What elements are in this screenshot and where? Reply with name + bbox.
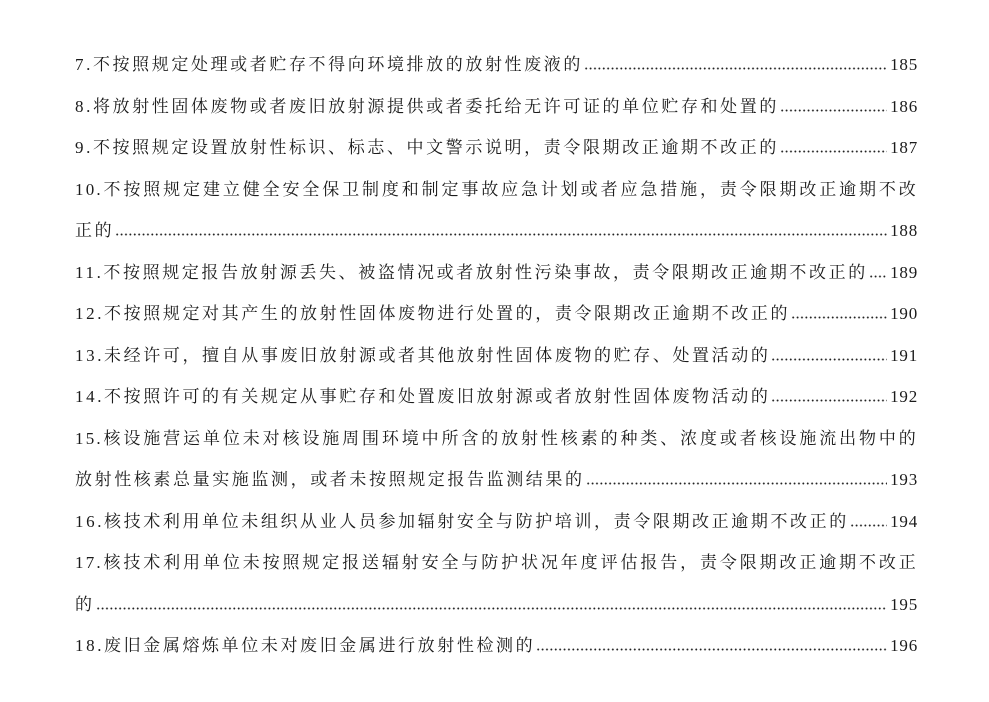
toc-entry-title: 18.废旧金属熔炼单位未对废旧金属进行放射性检测的 xyxy=(75,636,536,655)
toc-page-number: 186 xyxy=(890,96,918,116)
toc-entry-17 xyxy=(75,542,918,625)
dot-leader xyxy=(771,399,887,402)
toc-entry-title: 8.将放射性固体废物或者废旧放射源提供或者委托给无许可证的单位贮存和处置的 xyxy=(75,96,779,116)
toc-entry-title: 16.核技术利用单位未组织从业人员参加辐射安全与防护培训，责令限期改正逾期不改正的 xyxy=(75,511,849,531)
dot-leader xyxy=(771,358,887,361)
toc-entry-title: 14.不按照许可的有关规定从事贮存和处置废旧放射源或者放射性固体废物活动的 xyxy=(75,387,771,406)
toc-entry-title: 7.不按照规定处理或者贮存不得向环境排放的放射性废液的 xyxy=(75,55,583,74)
toc-entry-18 xyxy=(75,625,918,667)
toc-page-number: 193 xyxy=(890,470,918,489)
toc-entry-title: 11.不按照规定报告放射源丢失、被盗情况或者放射性污染事故，责令限期改正逾期不改正的 xyxy=(75,262,868,282)
toc-entry-title-line: 10.不按照规定建立健全安全保卫制度和制定事故应急计划或者应急措施，责令限期改正逾期不改 xyxy=(75,179,918,199)
toc-page-number: 196 xyxy=(890,636,918,655)
table-of-contents xyxy=(75,44,918,667)
toc-entry-12 xyxy=(75,293,918,335)
toc-page-number: 191 xyxy=(890,345,918,365)
toc-page-number: 190 xyxy=(890,304,918,323)
toc-entry-15 xyxy=(75,418,918,501)
dot-leader xyxy=(850,524,887,527)
dot-leader xyxy=(791,316,887,319)
toc-entry-title: 13.未经许可，擅自从事废旧放射源或者其他放射性固体废物的贮存、处置活动的 xyxy=(75,345,771,365)
toc-entry-13 xyxy=(75,335,918,377)
toc-page-number: 195 xyxy=(890,594,918,614)
toc-entry-16 xyxy=(75,501,918,543)
toc-entry-title: 12.不按照规定对其产生的放射性固体废物进行处置的，责令限期改正逾期不改正的 xyxy=(75,304,791,323)
toc-entry-continuation xyxy=(75,210,918,252)
toc-entry-title-line: 正的 xyxy=(75,221,115,240)
toc-entry-title-line: 15.核设施营运单位未对核设施周围环境中所含的放射性核素的种类、浓度或者核设施流出物中的 xyxy=(75,428,918,448)
dot-leader xyxy=(536,648,887,651)
toc-page-number: 188 xyxy=(890,221,918,240)
toc-entry-continuation xyxy=(75,459,918,501)
toc-page-number: 192 xyxy=(890,387,918,406)
dot-leader xyxy=(586,482,887,485)
dot-leader xyxy=(780,109,887,112)
toc-entry-11 xyxy=(75,252,918,294)
toc-page-number: 194 xyxy=(890,511,918,531)
toc-page-number: 189 xyxy=(890,262,918,282)
toc-entry-8 xyxy=(75,86,918,128)
toc-page-number: 187 xyxy=(890,138,918,157)
toc-entry-title: 9.不按照规定设置放射性标识、标志、中文警示说明，责令限期改正逾期不改正的 xyxy=(75,138,779,157)
toc-entry-9 xyxy=(75,127,918,169)
toc-page-number: 185 xyxy=(890,55,918,74)
toc-entry-10 xyxy=(75,169,918,252)
dot-leader xyxy=(780,150,887,153)
toc-entry-7 xyxy=(75,44,918,86)
toc-entry-title-line: 17.核技术利用单位未按照规定报送辐射安全与防护状况年度评估报告，责令限期改正逾期不改正 xyxy=(75,553,918,572)
toc-entry-title-line: 的 xyxy=(75,594,95,614)
toc-entry-title-line: 放射性核素总量实施监测，或者未按照规定报告监测结果的 xyxy=(75,470,585,489)
dot-leader xyxy=(96,607,887,610)
toc-entry-14 xyxy=(75,376,918,418)
toc-entry-continuation xyxy=(75,584,918,626)
dot-leader xyxy=(869,275,887,278)
dot-leader xyxy=(115,233,887,236)
dot-leader xyxy=(584,67,887,70)
